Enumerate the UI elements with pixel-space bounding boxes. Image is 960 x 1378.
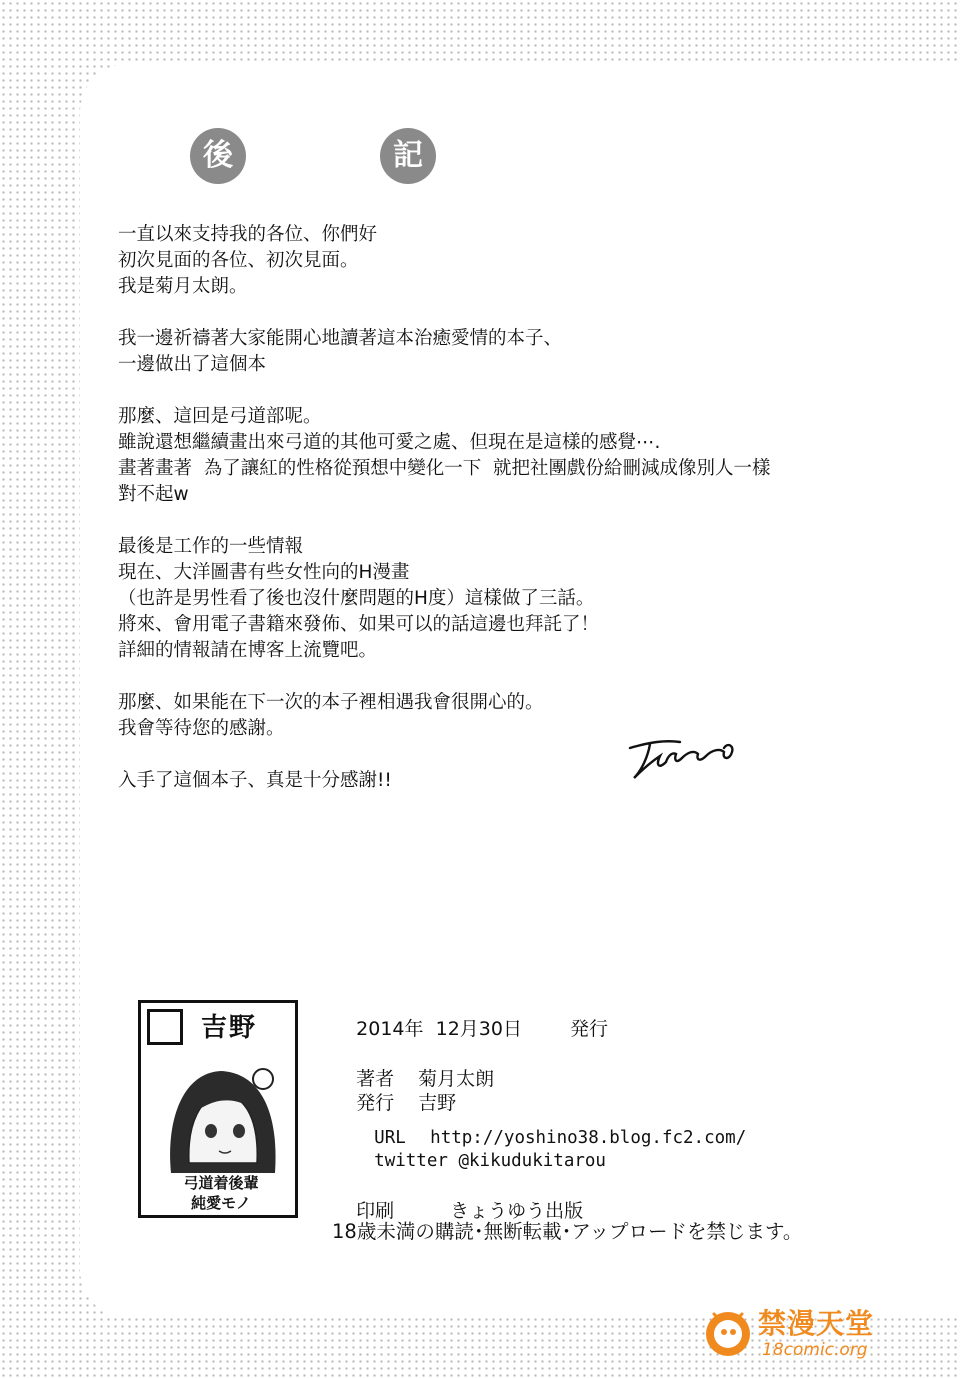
afterword-line: 一直以來支持我的各位、你們好 xyxy=(118,224,378,245)
colophon-url-label: URL xyxy=(374,1128,406,1148)
heading-char-2: 記 xyxy=(380,128,436,184)
afterword-line: 雖說還想繼續畫出來弓道的其他可愛之處、但現在是這樣的感覺⋯. xyxy=(118,432,661,453)
paragraph-gap xyxy=(118,300,878,326)
afterword-line: 入手了這個本子、真是十分感謝!! xyxy=(118,770,392,791)
cover-thumbnail xyxy=(138,1000,298,1218)
afterword-text xyxy=(118,222,878,794)
afterword-line: 最後是工作的一些情報 xyxy=(118,536,304,557)
colophon-publisher-label: 発行 xyxy=(356,1092,395,1114)
colophon-twitter-value[interactable]: @kikudukitarou xyxy=(458,1151,606,1171)
paragraph-gap xyxy=(118,378,878,404)
afterword-line: 那麼、這回是弓道部呢。 xyxy=(118,406,322,427)
colophon-publisher-value: 吉野 xyxy=(418,1092,457,1114)
colophon-author-label: 著者 xyxy=(356,1068,395,1090)
colophon-url-value[interactable]: http://yoshino38.blog.fc2.com/ xyxy=(430,1128,747,1148)
cover-subtitle-line-1: 弓道着後輩 xyxy=(183,1174,259,1192)
paragraph-gap xyxy=(118,508,878,534)
watermark-mascot-icon xyxy=(700,1304,756,1360)
afterword-line: 我一邊祈禱著大家能開心地讀著這本治癒愛情的本子、 xyxy=(118,328,563,349)
afterword-line: 那麼、如果能在下一次的本子裡相遇我會很開心的。 xyxy=(118,692,544,713)
colophon-date-value: 2014年 12月30日 xyxy=(356,1018,522,1040)
colophon-notice: 18歳未満の購読･無断転載･アップロードを禁じます。 xyxy=(332,1220,803,1243)
cover-corner-box xyxy=(147,1009,183,1045)
afterword-line: 將來、會用電子書籍來發佈、如果可以的話這邊也拜託了！ xyxy=(118,614,600,635)
paragraph-gap xyxy=(118,664,878,690)
watermark-logo[interactable] xyxy=(700,1300,930,1370)
afterword-line: （也許是男性看了後也沒什麼問題的H度）這樣做了三話。 xyxy=(118,588,595,609)
afterword-line: 畫著畫著 為了讓紅的性格從預想中變化一下 就把社團戲份給刪減成像別人一樣 xyxy=(118,458,771,479)
colophon-date-suffix: 発行 xyxy=(569,1018,608,1040)
cover-title: 吉野 xyxy=(201,1013,258,1043)
watermark-domain: 18comic.org xyxy=(762,1340,868,1360)
afterword-line: 初次見面的各位、初次見面。 xyxy=(118,250,359,271)
afterword-line: 我是菊月太朗。 xyxy=(118,276,248,297)
afterword-line: 對不起w xyxy=(118,484,189,505)
afterword-line: 我會等待您的感謝。 xyxy=(118,718,285,739)
colophon-author-value: 菊月太朗 xyxy=(418,1068,495,1090)
paragraph-gap xyxy=(118,742,878,768)
colophon-twitter-label: twitter xyxy=(374,1151,448,1171)
cover-subtitle-line-2: 純愛モノ xyxy=(191,1194,251,1212)
colophon-print-value: きょうゆう出版 xyxy=(450,1200,584,1222)
cover-subtitle xyxy=(151,1173,291,1213)
colophon-print-label: 印刷 xyxy=(356,1200,395,1222)
heading-char-1: 後 xyxy=(190,128,246,184)
afterword-line: 一邊做出了這個本 xyxy=(118,354,267,375)
signature xyxy=(620,720,760,790)
watermark-name: 禁漫天堂 xyxy=(758,1307,875,1340)
afterword-line: 現在、大洋圖書有些女性向的H漫畫 xyxy=(118,562,410,583)
cover-illustration xyxy=(151,1043,291,1173)
afterword-line: 詳細的情報請在博客上流覽吧。 xyxy=(118,640,378,661)
